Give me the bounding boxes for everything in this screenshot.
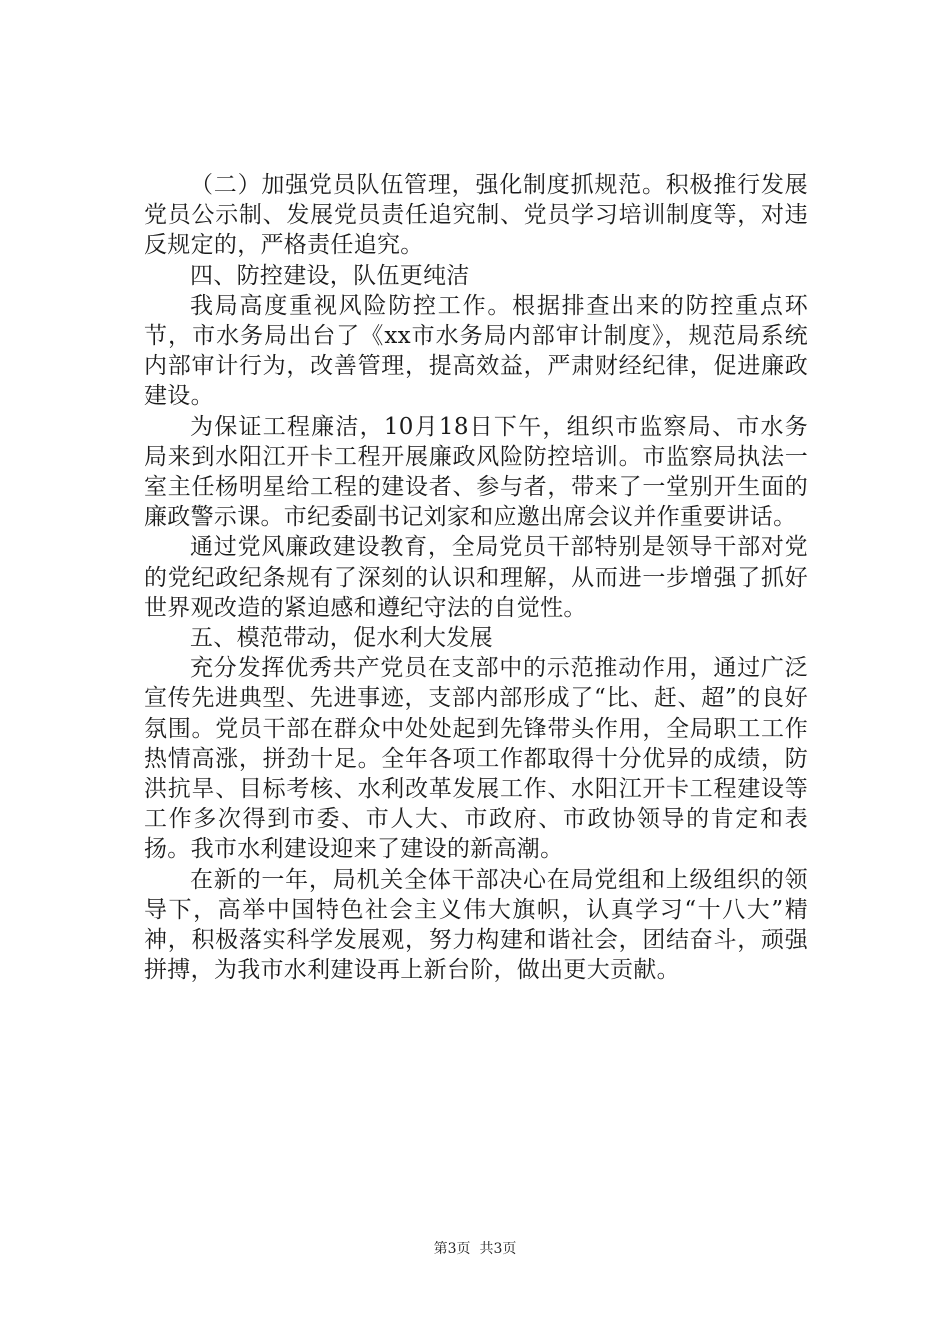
document-body bbox=[144, 170, 808, 985]
page-number-footer: 第3页 共3页 bbox=[433, 1241, 517, 1257]
section-heading-model-leadership: 五、模范带动，促水利大发展 bbox=[190, 625, 493, 652]
paragraph-risk-prevention: 我局高度重视风险防控工作。根据排查出来的防控重点环节，市水务局出台了《xx市水务局内部审计制度》，规范局系统内部审计行为，改善管理，提高效益，严肃财经纪律，促进廉政建设。 bbox=[144, 292, 808, 410]
paragraph-integrity-education: 通过党风廉政建设教育，全局党员干部特别是领导干部对党的党纪政纪条规有了深刻的认识和理解，从而进一步增强了抓好世界观改造的紧迫感和遵纪守法的自觉性。 bbox=[144, 534, 808, 621]
section-heading-prevention: 四、防控建设，队伍更纯洁 bbox=[190, 262, 470, 289]
paragraph-strengthen-party-management: （二）加强党员队伍管理，强化制度抓规范。积极推行发展党员公示制、发展党员责任追究制、党员学习培训制度等，对违反规定的，严格责任追究。 bbox=[144, 172, 808, 259]
paragraph-new-year-outlook: 在新的一年，局机关全体干部决心在局党组和上级组织的领导下，高举中国特色社会主义伟大旗帜，认真学习“十八大”精神，积极落实科学发展观，努力构建和谐社会，团结奋斗，顽强拼搏，为我市水利建设再上新台阶，做出更大贡献。 bbox=[144, 866, 808, 984]
paragraph-model-role: 充分发挥优秀共产党员在支部中的示范推动作用，通过广泛宣传先进典型、先进事迹，支部内部形成了“比、赶、超”的良好氛围。党员干部在群众中处处起到先锋带头作用，全局职工工作热情高涨，拼劲十足。全年各项工作都取得十分优异的成绩，防洪抗旱、目标考核、水利改革发展工作、水阳江开卡工程建设等工作多次得到市委、市人大、市政府、市政协领导的肯定和表扬。我市水利建设迎来了建设的新高潮。 bbox=[144, 655, 808, 863]
paragraph-engineering-integrity: 为保证工程廉洁，10月18日下午，组织市监察局、市水务局来到水阳江开卡工程开展廉政风险防控培训。市监察局执法一室主任杨明星给工程的建设者、参与者，带来了一堂别开生面的廉政警示课。市纪委副书记刘家和应邀出席会议并作重要讲话。 bbox=[144, 413, 808, 531]
